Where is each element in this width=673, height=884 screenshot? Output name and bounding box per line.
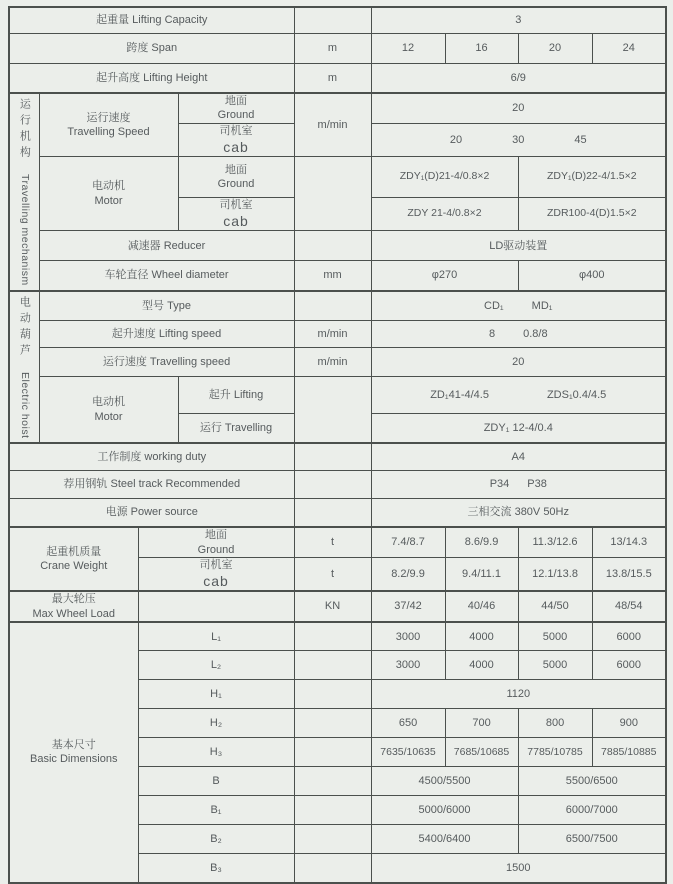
dim-L2-value-2: 4000: [445, 651, 518, 680]
dim-B1-label: B₁: [138, 796, 294, 825]
row-lifting-height: [9, 63, 666, 93]
dim-H1-label: H₁: [138, 680, 294, 709]
row-hoist-motor-lifting: [9, 377, 666, 414]
lifting-height-value: 6/9: [371, 63, 666, 93]
dim-B3-label: B₃: [138, 854, 294, 883]
dim-B-unit-cell: [294, 767, 371, 796]
travel-speed-unit: m/min: [294, 93, 371, 157]
power-source-unit-cell: [294, 498, 371, 527]
dim-B-label: B: [138, 767, 294, 796]
hoist-motor-travelling-label: 运行 Travelling: [178, 413, 294, 443]
group-travelling-en: Travelling mechanism: [19, 174, 32, 286]
reducer-value: LD驱动装置: [371, 231, 666, 261]
dim-L1-value-1: 3000: [371, 622, 445, 651]
reducer-unit-cell: [294, 231, 371, 261]
dim-H2-unit-cell: [294, 709, 371, 738]
hoist-motor-unit-cell: [294, 377, 371, 444]
span-value-12: 12: [371, 33, 445, 63]
row-reducer: [9, 231, 666, 261]
wheel-diameter-label: 车轮直径 Wheel diameter: [39, 261, 294, 291]
group-electric-hoist: [9, 291, 39, 444]
dim-H2-value-2: 700: [445, 709, 518, 738]
dim-H1-unit-cell: [294, 680, 371, 709]
hoist-motor-lifting-label: 起升 Lifting: [178, 377, 294, 414]
dim-L1-unit-cell: [294, 622, 371, 651]
row-wheel-diameter: [9, 261, 666, 291]
lifting-capacity-value: 3: [371, 7, 666, 33]
crane-weight-ground-label: 地面 Ground: [138, 527, 294, 557]
steel-track-values: P34 P38: [371, 470, 666, 498]
dim-B-value-2: 5500/6500: [518, 767, 666, 796]
max-wheel-load-value-2: 40/46: [445, 591, 518, 622]
hoist-lifting-speed-label: 起升速度 Lifting speed: [39, 321, 294, 348]
dim-L1-value-3: 5000: [518, 622, 592, 651]
crane-spec-table: [8, 6, 667, 884]
row-hoist-type: [9, 291, 666, 321]
travel-speed-ground-value: 20: [371, 93, 666, 123]
hoist-motor-travelling-value: ZDY₁ 12-4/0.4: [371, 413, 666, 443]
group-hoist-en: Electric hoist: [19, 371, 32, 439]
group-crane-weight: 起重机质量 Crane Weight: [9, 527, 138, 591]
working-duty-label: 工作制度 working duty: [9, 443, 294, 470]
dim-B2-unit-cell: [294, 825, 371, 854]
dim-L2-value-4: 6000: [592, 651, 666, 680]
hoist-type-unit-cell: [294, 291, 371, 321]
travel-speed-cab-values: 20 30 45: [371, 123, 666, 156]
span-label: 跨度 Span: [9, 33, 294, 63]
span-unit: m: [294, 33, 371, 63]
dim-H3-value-4: 7885/10885: [592, 738, 666, 767]
dim-H3-label: H₃: [138, 738, 294, 767]
crane-weight-cab-label: 司机室 cab: [138, 557, 294, 591]
row-hoist-lifting-speed: [9, 321, 666, 348]
power-source-label: 电源 Power source: [9, 498, 294, 527]
group-basic-dimensions: 基本尺寸 Basic Dimensions: [9, 622, 138, 883]
dim-B-value-1: 4500/5500: [371, 767, 518, 796]
crane-weight-cab-value-3: 12.1/13.8: [518, 557, 592, 591]
dim-H3-value-3: 7785/10785: [518, 738, 592, 767]
crane-weight-cab-value-4: 13.8/15.5: [592, 557, 666, 591]
group-travelling-mechanism: [9, 93, 39, 291]
hoist-type-label: 型号 Type: [39, 291, 294, 321]
dim-L1-value-2: 4000: [445, 622, 518, 651]
lifting-height-unit: m: [294, 63, 371, 93]
wheel-diameter-unit: mm: [294, 261, 371, 291]
dim-H3-unit-cell: [294, 738, 371, 767]
row-span: [9, 33, 666, 63]
travel-speed-label: 运行速度 Travelling Speed: [39, 93, 178, 157]
crane-weight-ground-value-1: 7.4/8.7: [371, 527, 445, 557]
travel-motor-ground-value-1: ZDY₁(D)21-4/0.8×2: [371, 157, 518, 198]
crane-weight-cab-value-1: 8.2/9.9: [371, 557, 445, 591]
dim-H1-value: 1120: [371, 680, 666, 709]
travel-motor-unit-cell: [294, 157, 371, 231]
dim-B2-value-1: 5400/6400: [371, 825, 518, 854]
hoist-travel-speed-value: 20: [371, 348, 666, 377]
max-wheel-load-sub-cell: [138, 591, 294, 622]
dim-H3-value-2: 7685/10685: [445, 738, 518, 767]
row-travel-motor-ground: [9, 157, 666, 198]
row-steel-track: [9, 470, 666, 498]
steel-track-label: 荐用钢轨 Steel track Recommended: [9, 470, 294, 498]
dim-B2-label: B₂: [138, 825, 294, 854]
dim-H2-value-4: 900: [592, 709, 666, 738]
working-duty-unit-cell: [294, 443, 371, 470]
max-wheel-load-unit: KN: [294, 591, 371, 622]
hoist-travel-speed-label: 运行速度 Travelling speed: [39, 348, 294, 377]
steel-track-unit-cell: [294, 470, 371, 498]
dim-B3-value: 1500: [371, 854, 666, 883]
lifting-height-label: 起升高度 Lifting Height: [9, 63, 294, 93]
max-wheel-load-value-1: 37/42: [371, 591, 445, 622]
reducer-label: 减速器 Reducer: [39, 231, 294, 261]
dim-B3-unit-cell: [294, 854, 371, 883]
travel-motor-ground-value-2: ZDY₁(D)22-4/1.5×2: [518, 157, 666, 198]
working-duty-value: A4: [371, 443, 666, 470]
max-wheel-load-value-3: 44/50: [518, 591, 592, 622]
travel-motor-cab-value-1: ZDY 21-4/0.8×2: [371, 197, 518, 230]
dim-L2-unit-cell: [294, 651, 371, 680]
span-value-16: 16: [445, 33, 518, 63]
crane-weight-cab-value-2: 9.4/11.1: [445, 557, 518, 591]
dim-B1-value-1: 5000/6000: [371, 796, 518, 825]
dim-L1-value-4: 6000: [592, 622, 666, 651]
group-travelling-cn: 运行机构: [18, 98, 31, 162]
hoist-type-values: CD₁ MD₁: [371, 291, 666, 321]
dim-B2-value-2: 6500/7500: [518, 825, 666, 854]
crane-weight-cab-unit: t: [294, 557, 371, 591]
row-dim-L1: [9, 622, 666, 651]
travel-motor-ground-label: 地面 Ground: [178, 157, 294, 198]
span-value-24: 24: [592, 33, 666, 63]
dim-H2-value-1: 650: [371, 709, 445, 738]
travel-motor-cab-label: 司机室 cab: [178, 197, 294, 230]
hoist-motor-lifting-values: ZD₁41-4/4.5 ZDS₁0.4/4.5: [371, 377, 666, 414]
row-crane-weight-ground: [9, 527, 666, 557]
crane-weight-ground-value-4: 13/14.3: [592, 527, 666, 557]
max-wheel-load-value-4: 48/54: [592, 591, 666, 622]
lifting-capacity-label: 起重量 Lifting Capacity: [9, 7, 294, 33]
dim-B1-value-2: 6000/7000: [518, 796, 666, 825]
travel-speed-ground-label: 地面 Ground: [178, 93, 294, 123]
hoist-travel-speed-unit: m/min: [294, 348, 371, 377]
row-lifting-capacity: [9, 7, 666, 33]
dim-L2-label: L₂: [138, 651, 294, 680]
row-hoist-travel-speed: [9, 348, 666, 377]
travel-motor-label: 电动机 Motor: [39, 157, 178, 231]
row-travel-speed-ground: [9, 93, 666, 123]
wheel-diameter-value-1: φ270: [371, 261, 518, 291]
span-value-20: 20: [518, 33, 592, 63]
hoist-lifting-speed-values: 8 0.8/8: [371, 321, 666, 348]
wheel-diameter-value-2: φ400: [518, 261, 666, 291]
hoist-lifting-speed-unit: m/min: [294, 321, 371, 348]
row-power-source: [9, 498, 666, 527]
travel-motor-cab-value-2: ZDR100-4(D)1.5×2: [518, 197, 666, 230]
dim-L2-value-3: 5000: [518, 651, 592, 680]
group-hoist-cn: 电动葫芦: [18, 295, 31, 360]
hoist-motor-label: 电动机 Motor: [39, 377, 178, 444]
dim-H2-label: H₂: [138, 709, 294, 738]
dim-L2-value-1: 3000: [371, 651, 445, 680]
dim-H3-value-1: 7635/10635: [371, 738, 445, 767]
travel-speed-cab-label: 司机室 cab: [178, 123, 294, 156]
crane-weight-ground-value-3: 11.3/12.6: [518, 527, 592, 557]
crane-weight-ground-value-2: 8.6/9.9: [445, 527, 518, 557]
dim-L1-label: L₁: [138, 622, 294, 651]
lifting-capacity-unit-cell: [294, 7, 371, 33]
crane-weight-unit: t: [294, 527, 371, 557]
row-max-wheel-load: [9, 591, 666, 622]
dim-H2-value-3: 800: [518, 709, 592, 738]
row-working-duty: [9, 443, 666, 470]
power-source-value: 三相交流 380V 50Hz: [371, 498, 666, 527]
dim-B1-unit-cell: [294, 796, 371, 825]
group-max-wheel-load: 最大轮压 Max Wheel Load: [9, 591, 138, 622]
